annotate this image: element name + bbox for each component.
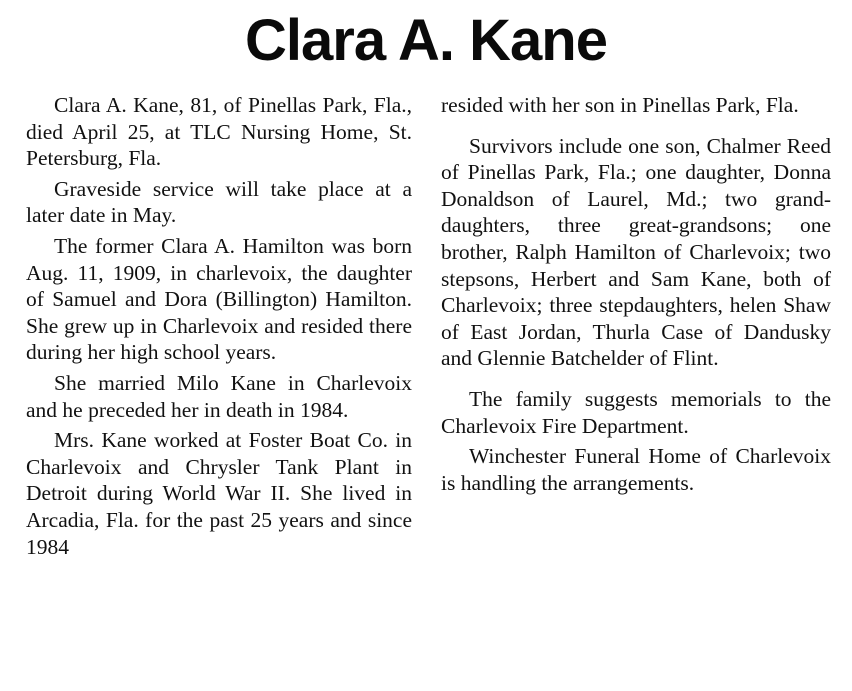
paragraph-death-notice: Clara A. Kane, 81, of Pinellas Park, Fla., died April 25, at TLC Nursing Home, St. Petersburg, Fla. <box>26 93 412 171</box>
left-column <box>26 92 412 564</box>
paragraph-early-life: The former Clara A. Hamilton was born Aug. 11, 1909, in charlevoix, the daughter of Samuel and Dora (Billington) Hamilton. She grew up in Charlevoix and resided there during her high school years. <box>26 233 412 365</box>
paragraph-memorials: The family suggests memorials to the Charlevoix Fire Department. <box>441 386 831 438</box>
paragraph-career: Mrs. Kane worked at Foster Boat Co. in Charlevoix and Chrysler Tank Plant in Detroit during World War II. She lived in Arcadia, Fla. for the past 25 years and since 1984 <box>26 428 412 559</box>
obituary-headline: Clara A. Kane <box>245 8 607 73</box>
right-column <box>441 92 831 500</box>
paragraph-service: Graveside service will take place at a later date in May. <box>26 176 412 228</box>
paragraph-survivors: Survivors include one son, Chalmer Reed of Pinellas Park, Fla.; one daughter, Donna Donaldson of Laurel, Md.; two granddaughters, three great-grandsons; one brother, Ralph Hamilton of Charlevoix; two stepsons, Herbert and Sam Kane, both of Charlevoix; three stepdaughters, helen Shaw of East Jordan, Thurla Case of Dandusky and Glennie Batchelder of Flint. <box>441 133 831 371</box>
paragraph-marriage: She married Milo Kane in Charlevoix and he preceded her in death in 1984. <box>26 370 412 422</box>
paragraph-arrangements: Winchester Funeral Home of Charlevoix is handling the arrangements. <box>441 444 831 495</box>
paragraph-residence-continued: resided with her son in Pinellas Park, Fla. <box>441 93 799 117</box>
